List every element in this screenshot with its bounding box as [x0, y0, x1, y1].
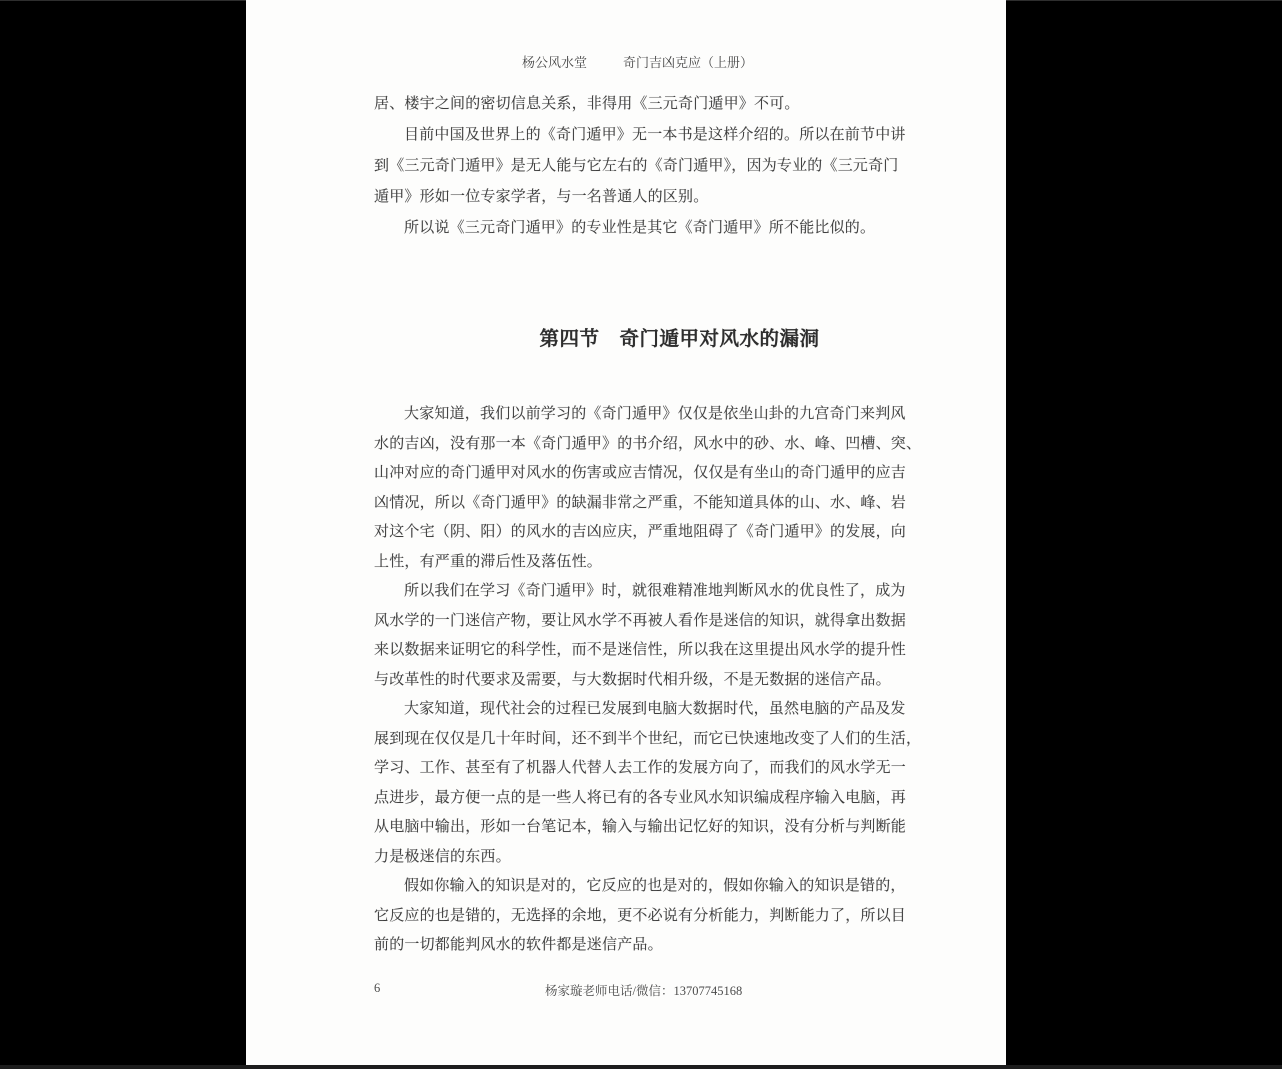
text-line: 它反应的也是错的，无选择的余地，更不必说有分析能力，判断能力了，所以目 — [374, 907, 907, 924]
text-line: 假如你输入的知识是对的，它反应的也是对的，假如你输入的知识是错的， — [404, 878, 906, 894]
text-line: 山冲对应的奇门遁甲对风水的伤害或应吉情况，仅仅是有坐山的奇门遁甲的应吉 — [374, 465, 907, 481]
footer-contact-info: 杨家璇老师电话/微信：13707745168 — [545, 984, 743, 998]
text-line: 所以我们在学习《奇门遁甲》时，就很难精准地判断风水的优良性了，成为 — [404, 583, 906, 599]
page-header — [246, 52, 1006, 72]
text-line: 大家知道，我们以前学习的《奇门遁甲》仅仅是依坐山卦的九宫奇门来判风 — [404, 406, 906, 422]
text-line: 大家知道，现代社会的过程已发展到电脑大数据时代，虽然电脑的产品及发 — [404, 701, 906, 717]
page-number: 6 — [374, 981, 381, 995]
text-line: 到《三元奇门遁甲》是无人能与它左右的《奇门遁甲》，因为专业的《三元奇门 — [374, 158, 899, 174]
text-line: 风水学的一门迷信产物，要让风水学不再被人看作是迷信的知识，就得拿出数据 — [374, 612, 907, 629]
text-line: 所以说《三元奇门遁甲》的专业性是其它《奇门遁甲》所不能比似的。 — [404, 220, 876, 236]
text-line: 凶情况，所以《奇门遁甲》的缺漏非常之严重，不能知道具体的山、水、峰、岩 — [374, 494, 907, 511]
section-body-block — [374, 400, 922, 961]
text-line: 目前中国及世界上的《奇门遁甲》无一本书是这样介绍的。所以在前节中讲 — [404, 127, 906, 143]
header-studio-name: 杨公风水堂 — [522, 55, 588, 70]
header-book-title: 奇门吉凶克应（上册） — [623, 55, 754, 70]
text-line: 前的一切都能判风水的软件都是迷信产品。 — [374, 937, 663, 953]
text-line: 点进步，最方便一点的是一些人将已有的各专业风水知识编成程序输入电脑，再 — [374, 789, 907, 806]
text-line: 展到现在仅仅是几十年时间，还不到半个世纪，而它已快速地改变了人们的生活， — [374, 730, 922, 747]
bottom-edge-strip — [0, 1065, 1282, 1069]
text-line: 遁甲》形如一位专家学者，与一名普通人的区别。 — [374, 189, 709, 205]
document-page[interactable] — [246, 0, 1006, 1066]
text-line: 居、楼宇之间的密切信息关系，非得用《三元奇门遁甲》不可。 — [374, 96, 800, 112]
text-line: 水的吉凶，没有那一本《奇门遁甲》的书介绍，风水中的砂、水、峰、凹槽、突、 — [374, 435, 922, 452]
text-line: 来以数据来证明它的科学性，而不是迷信性，所以我在这里提出风水学的提升性 — [374, 642, 907, 658]
intro-paragraph-block — [374, 89, 914, 244]
text-line: 从电脑中输出，形如一台笔记本，输入与输出记忆好的知识，没有分析与判断能 — [374, 819, 907, 835]
text-line: 力是极迷信的东西。 — [374, 848, 511, 865]
text-line: 上性，有严重的滞后性及落伍性。 — [374, 553, 603, 570]
page-footer — [246, 981, 1006, 999]
text-line: 与改革性的时代要求及需要，与大数据时代相升级，不是无数据的迷信产品。 — [374, 671, 891, 688]
text-line: 学习、工作、甚至有了机器人代替人去工作的发展方向了，而我们的风水学无一 — [374, 760, 907, 776]
text-line: 对这个宅（阴、阳）的风水的吉凶应庆，严重地阻碍了《奇门遁甲》的发展，向 — [374, 524, 907, 540]
section-heading: 第四节 奇门遁甲对风水的漏洞 — [539, 328, 820, 350]
